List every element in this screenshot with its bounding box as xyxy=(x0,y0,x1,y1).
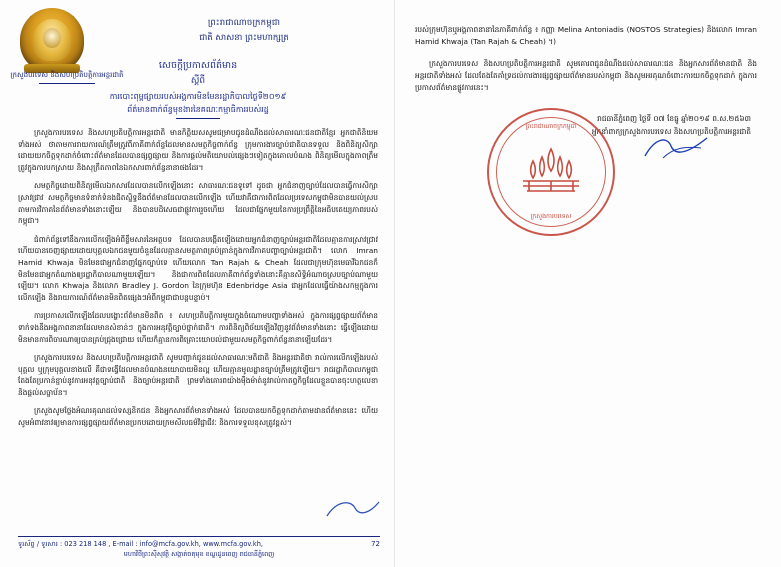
page-footer xyxy=(18,536,380,559)
ministry-divider xyxy=(39,83,95,84)
handwritten-mark xyxy=(325,498,381,520)
paragraph: ក្រសួងសូមថ្លែងអំណរគុណដល់ទស្សនិកជន និងអ្នកសារព័ត៌មានទាំងអស់ ដែលបានយកចិត្តទុកដាក់តាមដានព័ត៌មាននេះ ហើយសូមអំពាវនាវឲ្យមានការផ្សព្វផ្សាយព័ត៌មានប្រកបដោយក្រមសីលធម៌វិជ្ជាជីវៈ និងការទទួលខុសត្រូវខ្ពស់។ xyxy=(18,406,378,428)
royal-crest-icon xyxy=(16,6,88,78)
title-subject-prefix: ស្តីពី xyxy=(190,76,206,86)
page-number: 72 xyxy=(371,540,380,548)
page-title: សេចក្តីប្រកាសព័ត៌មាន xyxy=(158,60,238,71)
paragraph: ក្រសួងការបរទេស និងសហប្រតិបត្តិការអន្តរជាតិ មានកិត្តិយសសូមជម្រាបជូនដំណឹងដល់សាធារណៈជនជាតិខ្មែរ អ្នកជាតិនិយមទាំងអស់ ថាតាមការរាយការណ៍ត្រឹមត្រូវពីភាគីពាក់ព័ន្ធដែលមានសមត្ថកិច្ចពាក់ព័ន្ធ ក្រុមការងារច្បាប់ជាតិបានទទួល និងពិនិត្យសិក្សាដោយយកចិត្តទុកដាក់ចំពោះព័ត៌មានដែលបានផ្សព្វផ្សាយ និងការផ្តល់មតិយោបល់ផ្សេងៗទៀតក្នុងគោលបំណង ពិនិត្យមើលក្នុងភាពត្រឹមត្រូវក្នុងការបកស្រាយ និងសុក្រឹតភាពនៃឯកសារពាក់ព័ន្ធនានាផងដែរ។ xyxy=(18,128,378,172)
official-stamp xyxy=(487,108,615,236)
angkor-temple-icon xyxy=(519,145,583,199)
crest-face xyxy=(43,28,61,48)
ministry-label: ក្រសួងបរទេស និងសហប្រតិបត្តិការអន្តរជាតិ xyxy=(10,71,124,79)
kingdom-name: ព្រះរាជាណាចក្រកម្ពុជា xyxy=(207,18,281,28)
signatory-role: អ្នកនាំពាក្យក្រសួងការបរទេស និងសហប្រតិបត្តិការអន្តរជាតិ xyxy=(591,127,751,136)
paragraph: សមត្ថកិច្ចដោយពិនិត្យមើលឯកសារដែលបានលើកឡើងនោះ សាធារណៈជនទូទៅ ដូចជា អ្នកជំនាញច្បាប់ដែលបានធ្វើការសិក្សាស្រាវជ្រាវ សមត្ថកិច្ចមានទំនាក់ទំនងជិតស្និទ្ធនឹងព័ត៌មានដែលបានលើកឡើង ហើយវាគឺជាការពិតដែលប្រទេសកម្ពុជាមិនបានយល់ស្របតាមការវិភាគនៃព័ត៌មានទាំងនោះឡើយ និងបានបដិសេធជាផ្លូវការរួចហើយ ដែលជាផ្នែកមួយនៃការប្រព្រឹត្តិនៃអធិបតេយ្យភាពរបស់កម្ពុជា។ xyxy=(18,181,378,226)
document-body xyxy=(18,127,378,429)
footer-contact: ទូរស័ព្ទ / ទូរសារ : 023 218 148 , E-mail : info@mcfa.gov.kh, www.mcfa.gov.kh, xyxy=(18,540,263,548)
title-subject-line1: ការបោះពុម្ពផ្សាយរបស់អង្គការមិនមែនរដ្ឋាភិបាលថ្ងៃទី២០១៩ xyxy=(109,92,287,101)
footer-address: មហាវិថីព្រះស៊ីសុវត្ថិ សង្កាត់ចតុមុខ ខណ្ឌដូនពេញ រាជធានីភ្នំពេញ xyxy=(123,550,275,558)
footer-divider xyxy=(18,536,380,537)
title-divider xyxy=(176,118,220,119)
paragraph: ការប្រកាសលើកឡើងដែលបង្ហោះព័ត៌មានមិនពិត ៖ សហប្រតិបត្តិការមួយក្នុងចំណោមបញ្ហាទាំងអស់ ក្នុងការផ្សព្វផ្សាយព័ត៌មានទាក់ទងនឹងអង្គភាពនានាដែលមានសំខាន់ៗ ក្នុងការអនុវត្តិច្បាប់ថ្នាក់ជាតិ។ ការពិនិត្យពិច័យឡើងវិញនូវព័ត៌មានទាំងនោះ ធ្វើឡើងដោយមិនមានការពិចារណាឲ្យបានគ្រប់ជ្រុងជ្រោយ ហើយក៏គ្មានការពិគ្រោះយោបល់ជាមួយសមត្ថកិច្ចពាក់ព័ន្ធនានាឡើយដែរ។ xyxy=(18,311,378,344)
footer-contact-row xyxy=(18,539,380,549)
signature-date: រាជធានីភ្នំពេញ ថ្ងៃទី ០៧ ខែធ្នូ ឆ្នាំ២០១៩ ព.ស.២៥៦៣ xyxy=(597,114,751,123)
ministry-name xyxy=(8,70,126,84)
paragraph: របស់ក្រុមហ៊ុនឬអង្គភាពនានានៃភាគីពាក់ព័ន្ធ ៖ កញ្ញា Melina Antoniadis (NOSTOS Strategies) និងលោក Imran Hamid Khwaja (Tan Rajah & Cheah) ។) xyxy=(415,25,757,46)
title-subject-line2: ព័ត៌មានពាក់ព័ន្ធមុខងារនៃគណៈកម្មាធិការរបស់រដ្ឋ xyxy=(127,105,269,114)
right-page-column xyxy=(395,0,781,567)
kingdom-header xyxy=(110,10,378,45)
stamp-bottom-text: ក្រសួងការបរទេស xyxy=(530,213,572,220)
paragraph: ក្រសួងការបរទេស និងសហប្រតិបត្តិការអន្តរជាតិ សូមគោរពជូនដំណឹងដល់សាធារណៈជន និងអ្នកសារព័ត៌មានជាតិ និងអន្តរជាតិទាំងអស់ ដែលតែងតែគាំទ្រដល់ការងារផ្សព្វផ្សាយព័ត៌មានរបស់កម្ពុជា និងសូមអរគុណចំពោះការយកចិត្តទុកដាក់ ក្នុងការប្រកាសព័ត៌មានផ្លូវការនេះ។ xyxy=(415,59,757,92)
paragraph: ក្រសួងការបរទេស និងសហប្រតិបត្តិការអន្តរជាតិ សូមបញ្ជាក់ជូនដល់សាធារណៈមតិជាតិ និងអន្តរជាតិថា រាល់ការលើកឡើងរបស់បុគ្គល ឬក្រុមបុគ្គលខាងលើ គឺជាទង្វើដែលមានបំណងនយោបាយមិនល្អ ហើយគ្មានមូលដ្ឋានច្បាប់ត្រឹមត្រូវឡើយ។ រាជរដ្ឋាភិបាលកម្ពុជាតែងតែប្រកាន់ខ្ជាប់នូវការអនុវត្តច្បាប់ជាតិ និងច្បាប់អន្តរជាតិ ព្រមទាំងគោរពយ៉ាងម៉ឺងម៉ាត់នូវរាល់កាតព្វកិច្ចដែលខ្លួនបានចុះហត្ថលេខា និងផ្តល់សច្ចាប័ន។ xyxy=(18,353,378,397)
national-motto: ជាតិ សាសនា ព្រះមហាក្សត្រ xyxy=(199,33,289,43)
stamp-top-text: ព្រះរាជាណាចក្រកម្ពុជា xyxy=(525,123,577,130)
paragraph: ជំពាក់ព័ន្ធទៅនឹងការលើកឡើងអំពីខ្លឹមសារនៃអត្ថបទ ដែលបានបង្កើតឡើងដោយអ្នកជំនាញច្បាប់អន្តរជាតិដែលគ្មានការស្រាវជ្រាវ ហើយបានចេញផ្សាយដោយបុគ្គលឯកជនមួយចំនួនដែលគ្មានសមត្ថភាពគ្រប់គ្រាន់ក្នុងការវិភាគបញ្ហាច្បាប់អន្តរជាតិ។ លោក Imran Hamid Khwaja មិនមែនជាអ្នកជំនាញផ្នែកច្បាប់ទេ ហើយលោក Tan Rajah & Cheah ដែលជាក្រុមហ៊ុនមេធាវីឯកជនក៏មិនមែនជាអ្នកតំណាងឲ្យរដ្ឋាភិបាលណាមួយឡើយ។ និងជាការពិតដែលភាគីពាក់ព័ន្ធទាំងនោះគឺគ្មានសិទ្ធិអំណាចស្របច្បាប់ណាមួយឡើយ។ លោក Khwaja និងលោក Bradley J. Gordon នៃក្រុមហ៊ុន Edenbridge Asia ជាអ្នកដែលធ្វើយ៉ាងសកម្មក្នុងការលើកឡើង និងរាយការណ៍ព័ត៌មានមិនពិតផ្សេងៗអំពីកម្ពុជាជាបន្តបន្ទាប់។ xyxy=(18,234,378,302)
